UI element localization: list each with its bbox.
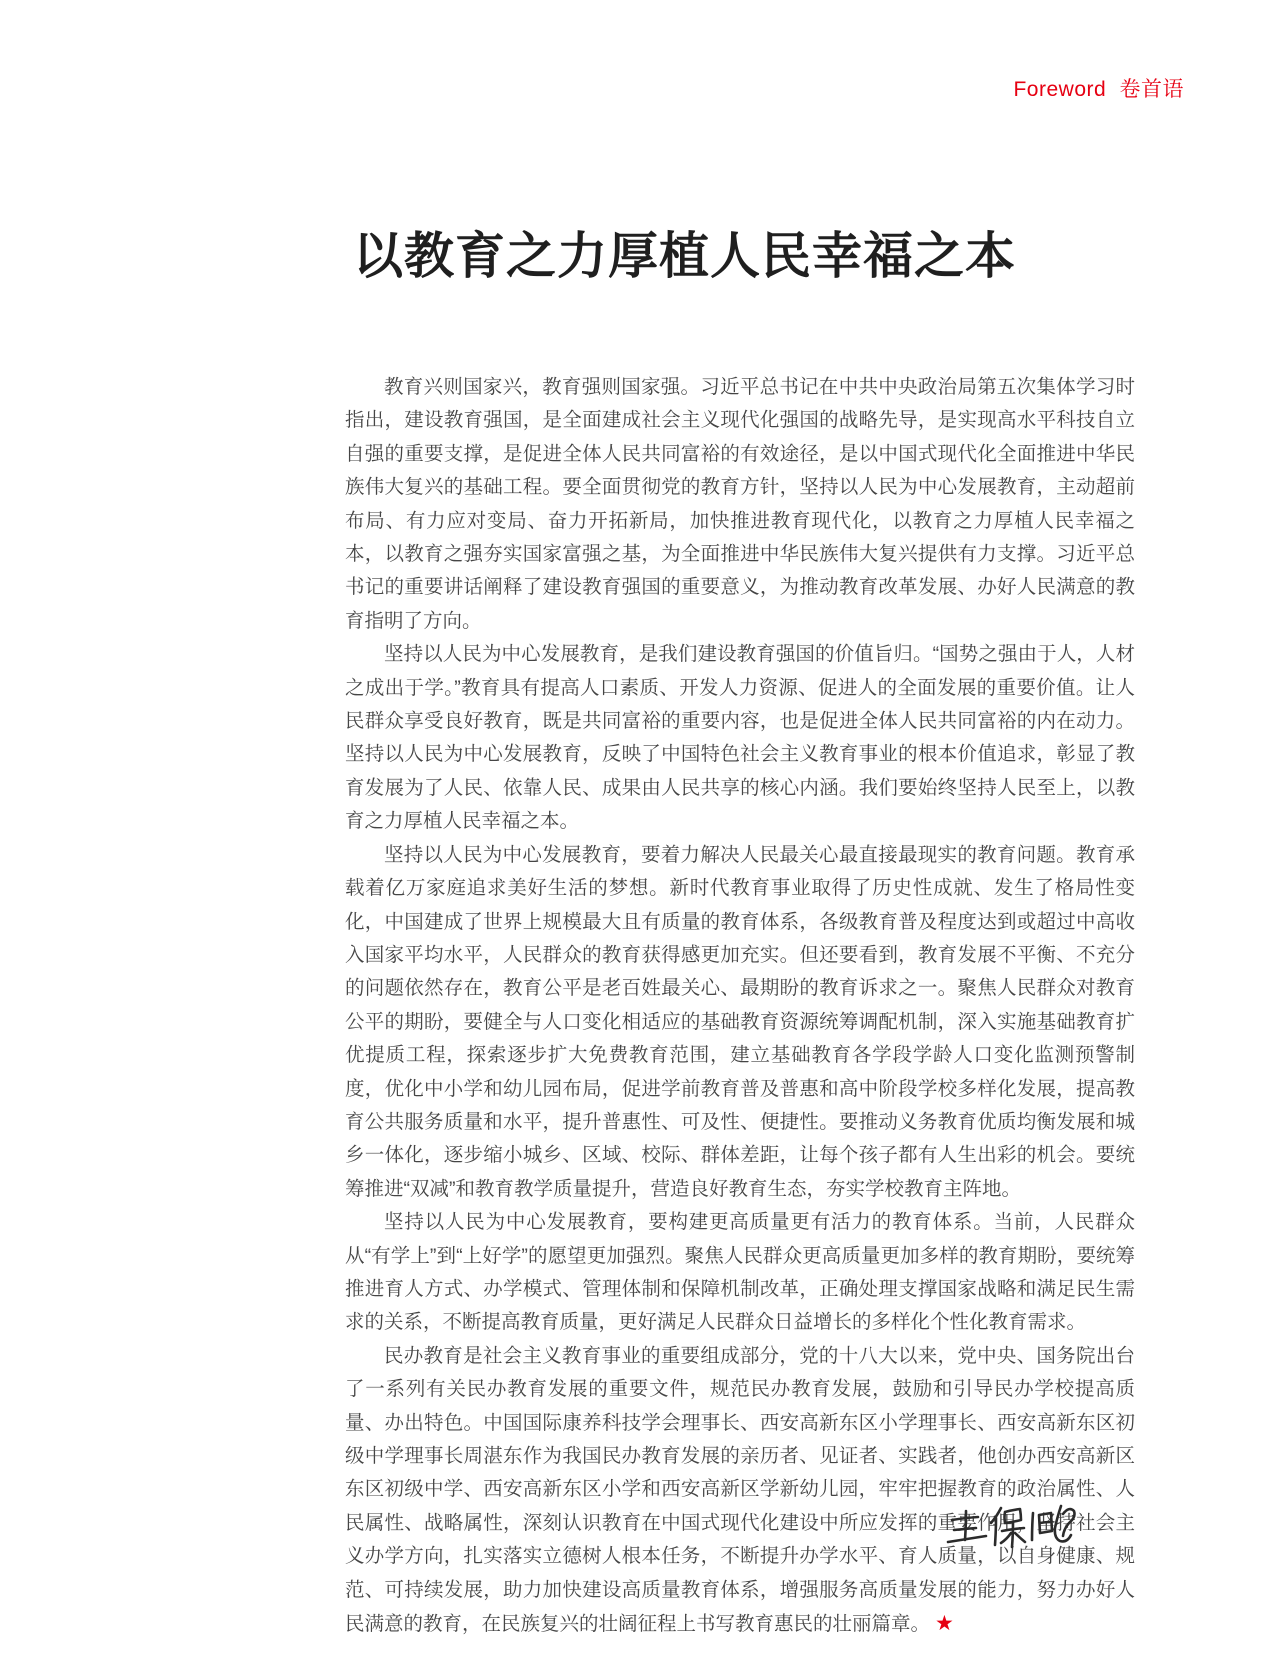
paragraph-1: 教育兴则国家兴，教育强则国家强。习近平总书记在中共中央政治局第五次集体学习时指出，建设教育强国，是全面建成社会主义现代化强国的战略先导，是实现高水平科技自立自强的重要支撑，是促进全体人民共同富裕的有效途径，是以中国式现代化全面推进中华民族伟大复兴的基础工程。要全面贯彻党的教育方针，坚持以人民为中心发展教育，主动超前布局、有力应对变局、奋力开拓新局，加快推进教育现代化，以教育之力厚植人民幸福之本，以教育之强夯实国家富强之基，为全面推进中华民族伟大复兴提供有力支撑。习近平总书记的重要讲话阐释了建设教育强国的重要意义，为推动教育改革发展、办好人民满意的教育指明了方向。 — [345, 376, 1135, 632]
signature — [944, 1490, 1084, 1570]
paragraph-2: 坚持以人民为中心发展教育，是我们建设教育强国的价值旨归。“国势之强由于人，人材之成出于学。”教育具有提高人口素质、开发人力资源、促进人的全面发展的重要价值。让人民群众享受良好教育，既是共同富裕的重要内容，也是促进全体人民共同富裕的内在动力。坚持以人民为中心发展教育，反映了中国特色社会主义教育事业的根本价值追求，彰显了教育发展为了人民、依靠人民、成果由人民共享的核心内涵。我们要始终坚持人民至上，以教育之力厚植人民幸福之本。 — [345, 643, 1135, 833]
paragraph-5-text: 民办教育是社会主义教育事业的重要组成部分，党的十八大以来，党中央、国务院出台了一系列有关民办教育发展的重要文件，规范民办教育发展，鼓励和引导民办学校提高质量、办出特色。中国国际康养科技学会理事长、西安高新东区小学理事长、西安高新东区初级中学理事长周湛东作为我国民办教育发展的亲历者、见证者、实践者，他创办西安高新区东区初级中学、西安高新东区小学和西安高新区学新幼儿园，牢牢把握教育的政治属性、人民属性、战略属性，深刻认识教育在中国式现代化建设中所应发挥的重要作用，坚持社会主义办学方向，扎实落实立德树人根本任务，不断提升办学水平、育人质量，以自身健康、规范、可持续发展，助力加快建设高质量教育体系，增强服务高质量发展的能力，努力办好人民满意的教育，在民族复兴的壮阔征程上书写教育惠民的壮丽篇章。 — [345, 1344, 1135, 1636]
article-title: 以教育之力厚植人民幸福之本 — [353, 228, 1016, 284]
paragraph-3: 坚持以人民为中心发展教育，要着力解决人民最关心最直接最现实的教育问题。教育承载着亿万家庭追求美好生活的梦想。新时代教育事业取得了历史性成就、发生了格局性变化，中国建成了世界上规模最大且有质量的教育体系，各级教育普及程度达到或超过中高收入国家平均水平，人民群众的教育获得感更加充实。但还要看到，教育发展不平衡、不充分的问题依然存在，教育公平是老百姓最关心、最期盼的教育诉求之一。聚焦人民群众对教育公平的期盼，要健全与人口变化相适应的基础教育资源统筹调配机制，深入实施基础教育扩优提质工程，探索逐步扩大免费教育范围，建立基础教育各学段学龄人口变化监测预警制度，优化中小学和幼儿园布局，促进学前教育普及普惠和高中阶段学校多样化发展，提高教育公共服务质量和水平，提升普惠性、可及性、便捷性。要推动义务教育优质均衡发展和城乡一体化，逐步缩小城乡、区域、校际、群体差距，让每个孩子都有人生出彩的机会。要统筹推进“双减”和教育教学质量提升，营造良好教育生态，夯实学校教育主阵地。 — [345, 843, 1135, 1200]
paragraph-4: 坚持以人民为中心发展教育，要构建更高质量更有活力的教育体系。当前，人民群众从“有学上”到“上好学”的愿望更加强烈。聚焦人民群众更高质量更加多样的教育期盼，要统筹推进育人方式、办学模式、管理体制和保障机制改革，正确处理支撑国家战略和满足民生需求的关系，不断提高教育质量，更好满足人民群众日益增长的多样化个性化教育需求。 — [345, 1211, 1135, 1334]
article-body — [345, 371, 1135, 1641]
section-label: Foreword 卷首语 — [1013, 78, 1184, 101]
end-star-icon: ★ — [935, 1612, 954, 1636]
signature-handwriting-icon — [944, 1490, 1084, 1570]
